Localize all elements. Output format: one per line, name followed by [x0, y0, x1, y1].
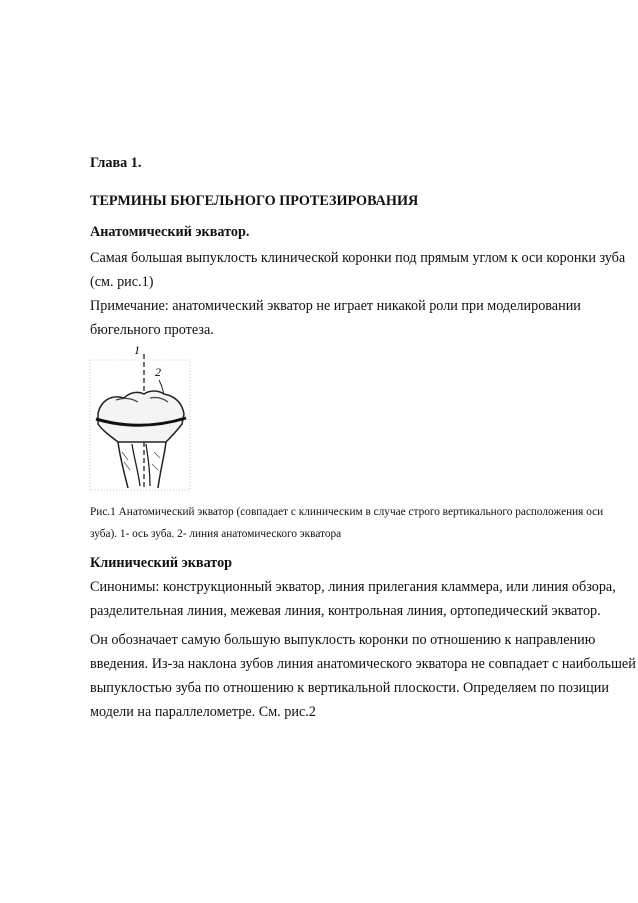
- clinical-body-line: выпуклостью зуба по отношению к вертикальной плоскости. Определяем по позиции: [90, 680, 609, 696]
- anatomical-note-line: бюгельного протеза.: [90, 322, 214, 338]
- figure-label-2: 2: [155, 365, 161, 379]
- anatomical-equator-heading: Анатомический экватор.: [90, 224, 250, 240]
- clinical-equator-heading: Клинический экватор: [90, 555, 233, 571]
- anatomical-definition-line: (см. рис.1): [90, 274, 154, 290]
- clinical-body-line: введения. Из-за наклона зубов линия анатомического экватора не совпадает с наибольшей: [90, 656, 636, 672]
- figure-caption-line: зуба). 1- ось зуба. 2- линия анатомического экватора: [90, 528, 342, 540]
- clinical-synonyms-line: Синонимы: конструкционный экватор, линия прилегания кламмера, или линия обзора,: [90, 579, 616, 595]
- tooth-crown: [98, 391, 184, 442]
- figure-caption-line: Рис.1 Анатомический экватор (совпадает с клиническим в случае строго вертикального расположения оси: [90, 506, 604, 518]
- section-title: ТЕРМИНЫ БЮГЕЛЬНОГО ПРОТЕЗИРОВАНИЯ: [90, 193, 419, 209]
- anatomical-note-line: Примечание: анатомический экватор не играет никакой роли при моделировании: [90, 298, 581, 314]
- clinical-body-line: Он обозначает самую большую выпуклость коронки по отношению к направлению: [90, 632, 596, 648]
- tooth-root-right: [158, 442, 166, 488]
- root-hatching: [122, 452, 160, 470]
- tooth-root-center: [132, 444, 150, 486]
- clinical-synonyms-line: разделительная линия, межевая линия, контрольная линия, ортопедический экватор.: [90, 603, 601, 619]
- chapter-title: Глава 1.: [90, 155, 142, 171]
- figure-label-1: 1: [134, 343, 140, 357]
- anatomical-definition-line: Самая большая выпуклость клинической коронки под прямым углом к оси коронки зуба: [90, 250, 626, 266]
- clinical-body-line: модели на параллелометре. См. рис.2: [90, 704, 316, 720]
- tooth-equator-figure: [88, 340, 200, 492]
